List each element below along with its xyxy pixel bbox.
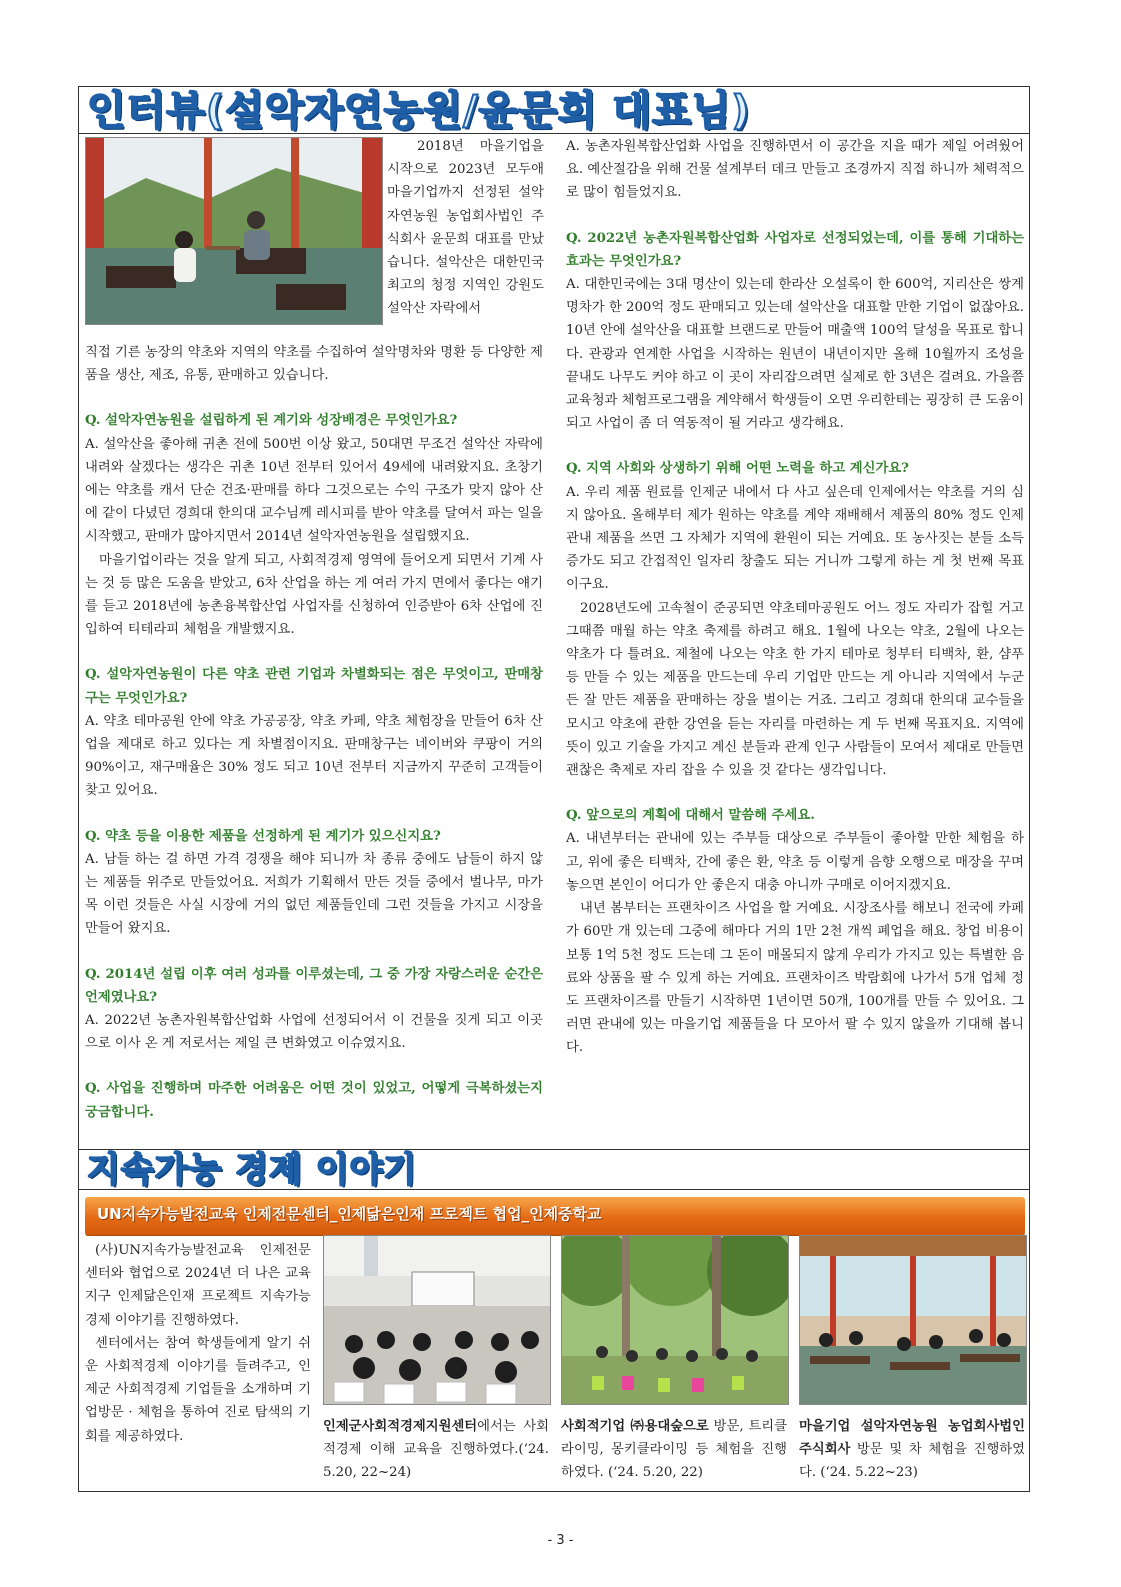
sustain-title: 지속가능 경제 이야기 [87,1150,418,1190]
question-6: Q. 2022년 농촌자원복합산업화 사업자로 선정되었는데, 이를 통해 기대하는 효과는 무엇인가요? [566,230,1024,269]
question-3: Q. 약초 등을 이용한 제품을 선정하게 된 계기가 있으신지요? [85,828,441,844]
question-4: Q. 2014년 설립 이후 여러 성과를 이루셨는데, 그 중 가장 자랑스러운 순간은 언제였나요? [85,966,543,1005]
answer-6: A. 대한민국에는 3대 명산이 있는데 한라산 오설록이 한 600억, 지리산은 쌍계명차가 한 200억 정도 판매되고 있는데 설악산을 대표할 만한 기업이 없잖아요. 10년 안에 설악산을 대표할 브랜드로 만들어 매출액 100억 달성을 목표로 합니다. 관광과 연계한 사업을 시작하는 원년이 내년이지만 올해 10월까지 조성을 끝내도 나무도 커야 하고 이 곳이 자리잡으려면 실제로 한 3년은 걸려요. 가을쯤 교육청과 체험프로그램을 계약해서 학생들이 오면 우리한테는 굉장히 큰 도움이 되고 사업이 좀 더 역동적이 될 거라고 생각해요. [566,277,1024,432]
caption-classroom [323,1415,549,1484]
answer-7: A. 우리 제품 원료를 인제군 내에서 다 사고 싶은데 인제에서는 약초를 거의 심지 않아요. 올해부터 제가 원하는 약초를 계약 재배해서 제품의 80% 정도 인제 관내 제품을 쓰면 그 자체가 지역에 환원이 되는 거예요. 또 농사짓는 분들 소득 증가도 되고 간접적인 일자리 창출도 되는 거니까 그렇게 하는 게 첫 번째 목표이구요. [566,484,1024,593]
intro-paragraph-cont: 직접 기른 농장의 약초와 지역의 약초를 수집하여 설악명차와 명환 등 다양한 제품을 생산, 제조, 유통, 판매하고 있습니다. [85,345,543,384]
question-1: Q. 설악자연농원을 설립하게 된 계기와 성장배경은 무엇인가요? [85,413,458,429]
program-banner [85,1197,1025,1235]
interview-photo [85,137,383,325]
caption-forest-text: 방문, 트리클라이밍, 몽키클라이밍 등 체험을 진행하였다. (‘24. 5.20, 22) [561,1419,787,1480]
answer-1: A. 설악산을 좋아해 귀촌 전에 500번 이상 왔고, 50대면 무조건 설악산 자락에 내려와 살겠다는 생각은 귀촌 10년 전부터 있어서 49세에 내려왔지요. 초창기에는 약초를 캐서 단순 건조·판매를 하다 그것으로는 수익 구조가 맞지 않아 산에 같이 다녔던 경희대 한의대 교수님께 레시피를 받아 약초를 달여서 파는 일을 시작했고, 판매가 많아지면서 2014년 설악자연농원을 설립했지요. [85,436,543,545]
answer-4: A. 2022년 농촌자원복합산업화 사업에 선정되어서 이 건물을 짓게 되고 이곳으로 이사 온 게 저로서는 제일 큰 변화였고 이슈였지요. [85,1013,543,1052]
answer-1b: 마을기업이라는 것을 알게 되고, 사회적경제 영역에 들어오게 되면서 기계 사는 것 등 많은 도움을 받았고, 6차 산업을 하는 게 여러 가지 면에서 좋다는 얘기를 듣고 2018년에 농촌융복합산업 사업자를 신청하여 인증받아 6차 산업에 진입하여 티테라피 체험을 개발했지요. [85,552,543,638]
program-banner-text: UN지속가능발전교육 인제전문센터_인제닮은인재 프로젝트 협업_인제중학교 [97,1205,602,1223]
title-divider [79,133,1029,134]
question-8: Q. 앞으로의 계획에 대해서 말씀해 주세요. [566,808,815,824]
answer-8: A. 내년부터는 관내에 있는 주부들 대상으로 주부들이 좋아할 만한 체험을 하고, 위에 좋은 티백차, 간에 좋은 환, 약초 등 이렇게 음향 오행으로 매장을 꾸며 놓으면 본인이 어디가 안 좋은지 대충 아니까 구매로 이어지겠지요. [566,831,1024,893]
answer-7b: 2028년도에 고속철이 준공되면 약초테마공원도 어느 정도 자리가 잡힐 거고 그때쯤 매월 하는 약초 축제를 하려고 해요. 1월에 나오는 약초, 2월에 나오는 약초가 다 틀려요. 제철에 나오는 약초 한 가지 테마로 청부터 티백차, 환, 샴푸 등 만들 수 있는 제품을 만드는데 우리 기업만 만드는 게 아니라 지역에서 누군든 잘 만든 제품을 판매하는 장을 벌이는 거죠. 그리고 경희대 한의대 교수들을 모시고 약초에 관한 강연을 듣는 자리를 마련하는 게 두 번째 목표지요. 지역에 뜻이 있고 기술을 가지고 계신 분들과 관계 인구 사람들이 모여서 제대로 만들면 괜찮은 축제로 자리 잡을 수 있을 것 같다는 생각입니다. [566,600,1024,779]
page-frame [78,86,1030,1492]
intro-paragraph-wrap: 2018년 마을기업을 시작으로 2023년 모두애 마을기업까지 선정된 설악자연농원 농업회사법인 주식회사 윤문희 대표를 만났습니다. 설악산은 대한민국 최고의 청정 지역인 강원도 설악산 자락에서 [387,139,544,317]
answer-2: A. 약초 테마공원 안에 약초 가공공장, 약초 카페, 약초 체험장을 만들어 6차 산업을 제대로 하고 있다는 게 차별점이지요. 판매창구는 네이버와 쿠팡이 거의 90%이고, 재구매율은 30% 정도 되고 10년 전부터 지금까지 꾸준히 고객들이 찾고 있어요. [85,713,543,799]
caption-cafe-bold: 마을기업 설악자연농원 농업회사법인 주식회사 [799,1419,1025,1457]
sustain-intro-b: 센터에서는 참여 학생들에게 알기 쉬운 사회적경제 이야기를 들려주고, 인제군 사회적경제 기업들을 소개하며 기업방문 · 체험을 통하여 진로 탐색의 기회를 제공하였다. [85,1335,311,1444]
cafe-photo [799,1235,1027,1405]
forest-photo [561,1235,789,1405]
classroom-photo [323,1235,551,1405]
caption-cafe-text: 방문 및 차 체험을 진행하였다. (‘24. 5.22~23) [799,1442,1025,1480]
caption-forest-bold: 사회적기업 ㈜용대숲으로 [561,1419,709,1434]
question-5: Q. 사업을 진행하며 마주한 어려움은 어떤 것이 있었고, 어떻게 극복하셨는지 궁금합니다. [85,1081,543,1120]
caption-classroom-bold: 인제군사회적경제지원센터 [323,1419,478,1434]
answer-3: A. 남들 하는 걸 하면 가격 경쟁을 해야 되니까 차 종류 중에도 남들이 하지 않는 제품들 위주로 만들었어요. 저희가 기획해서 만든 것들 중에서 벌나무, 마가목 이런 것들은 사실 시장에 거의 없던 제품들인데 그런 것들을 가지고 시장을 만들어 왔지요. [85,851,543,937]
page-number: - 3 - [547,1533,574,1548]
question-7: Q. 지역 사회와 상생하기 위해 어떤 노력을 하고 계신가요? [566,461,909,477]
answer-8b: 내년 봄부터는 프랜차이즈 사업을 할 거예요. 시장조사를 해보니 전국에 카페가 60만 개 있는데 그중에 해마다 거의 1만 2천 개씩 폐업을 해요. 창업 비용이 보통 1억 5천 정도 드는데 그 돈이 매몰되지 않게 우리가 가지고 있는 특별한 음료와 상품을 팔 수 있게 하는 거예요. 프랜차이즈 박람회에 나가서 5개 업체 정도 프랜차이즈를 만들기 시작하면 1년이면 50개, 100개를 만들 수 있어요. 그러면 관내에 있는 마을기업 제품들을 다 모아서 팔 수 있지 않을까 기대해 봅니다. [566,901,1024,1056]
caption-forest [561,1415,787,1484]
sustain-title-divider [79,1189,1029,1190]
answer-5: A. 농촌자원복합산업화 사업을 진행하면서 이 공간을 지을 때가 제일 어려웠어요. 예산절감을 위해 건물 설계부터 데크 만들고 조경까지 직접 하니까 체력적으로 많이 힘들었지요. [566,139,1024,201]
caption-classroom-text: 에서는 사회적경제 이해 교육을 진행하였다.(‘24. 5.20, 22~24) [323,1419,549,1480]
interview-title: 인터뷰(설악자연농원/윤문희 대표님) [87,88,751,134]
caption-cafe [799,1415,1025,1484]
sustain-intro-a: (사)UN지속가능발전교육 인제전문센터와 협업으로 2024년 더 나은 교육지구 인제닮은인재 프로젝트 지속가능 경제 이야기를 진행하였다. [85,1243,311,1328]
question-2: Q. 설악자연농원이 다른 약초 관련 기업과 차별화되는 점은 무엇이고, 판매창구는 무엇인가요? [85,667,543,706]
